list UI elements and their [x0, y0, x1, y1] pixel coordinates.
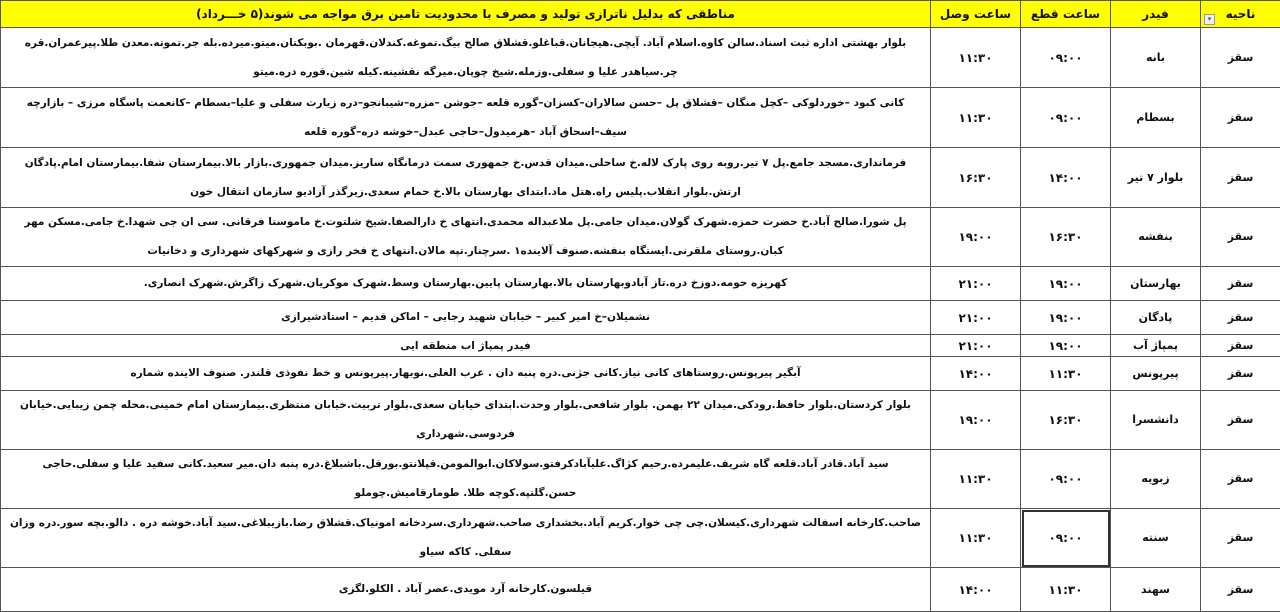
- cut-time-cell[interactable]: ۱۱:۳۰: [1021, 357, 1111, 391]
- feeder-cell[interactable]: سهند: [1111, 568, 1201, 612]
- areas-cell[interactable]: پل شورا.صالح آباد.خ حضرت حمزه.شهرک گولان.میدان جامی.پل ملاعبداله محمدی.انتهای خ دارالصفا.شیخ شلتوت.خ ماموستا فرقانی. سی ان جی شهدا.خ جامی.مسکن مهر کبان.روستای ملقرنی.ایستگاه بنفشه.صنوف آلاینده۱ .سرچنار.تپه مالان.انتهای خ فخر رازی و شهرکهای شهرداری و دخانیات: [1, 208, 931, 267]
- connect-time-cell[interactable]: ۱۶:۳۰: [931, 148, 1021, 208]
- cut-time-cell[interactable]: ۱۹:۰۰: [1021, 335, 1111, 357]
- areas-cell[interactable]: فرمانداری.مسجد جامع.پل ۷ تیر.روبه روی پارک لاله.خ ساحلی.میدان قدس.خ جمهوری سمت درمانگاه ساریز.میدان جمهوری.بازار بالا.بیمارستان شفا.بیمارستان امام.پادگان ارتش.بلوار انقلاب.پلیس راه.هتل ماد.ابتدای بهارستان بالا.خ حمام سعدی.زیرگذر آزادیو سازمان انتقال خون: [1, 148, 931, 208]
- areas-cell[interactable]: کهریزه حومه.دوزخ دره.تاز آبادوبهارستان بالا.بهارستان پایین.بهارستان وسط.شهرک موکریان.شهرک زاگرش.شهرک انصاری.: [1, 267, 931, 301]
- header-areas: مناطقی که بدلیل ناترازی تولید و مصرف با محدودیت تامین برق مواجه می شوند(۵ خـــرداد): [1, 1, 931, 28]
- region-cell[interactable]: سقز: [1201, 450, 1280, 509]
- region-cell[interactable]: سقز: [1201, 509, 1280, 568]
- feeder-cell[interactable]: دانشسرا: [1111, 391, 1201, 450]
- header-row: [1, 1, 1280, 28]
- cut-time-cell[interactable]: ۰۹:۰۰: [1021, 28, 1111, 88]
- connect-time-cell[interactable]: ۲۱:۰۰: [931, 267, 1021, 301]
- table-row: [1, 267, 1280, 301]
- filter-dropdown-icon[interactable]: ▾: [1204, 14, 1215, 25]
- table-row: [1, 301, 1280, 335]
- table-row: [1, 509, 1280, 568]
- connect-time-cell[interactable]: ۲۱:۰۰: [931, 301, 1021, 335]
- connect-time-cell[interactable]: ۱۴:۰۰: [931, 568, 1021, 612]
- cut-time-cell[interactable]: ۱۶:۳۰: [1021, 208, 1111, 267]
- areas-cell[interactable]: بلوار بهشتی اداره ثبت اسناد.سالن کاوه.اسلام آباد. آیچی.هیجانان.قباغلو.قشلاق صالح بیگ.تموغه.کندلان.قهرمان .بوبکتان.میتو.میرده.بله جر.تموته.معدن طلا.پیرعمران.قره چر.سیاهدر علیا و سفلی.وزمله.شیخ چوپان.میرگه نقشینه.کیله شین.قوره دره.میتو: [1, 28, 931, 88]
- connect-time-cell[interactable]: ۲۱:۰۰: [931, 335, 1021, 357]
- table-row: [1, 357, 1280, 391]
- region-cell[interactable]: سقز: [1201, 568, 1280, 612]
- connect-time-cell[interactable]: ۱۱:۳۰: [931, 88, 1021, 148]
- feeder-cell[interactable]: پادگان: [1111, 301, 1201, 335]
- table-row: [1, 28, 1280, 88]
- cut-time-cell[interactable]: ۱۹:۰۰: [1021, 267, 1111, 301]
- feeder-cell[interactable]: زبویه: [1111, 450, 1201, 509]
- region-cell[interactable]: سقز: [1201, 148, 1280, 208]
- region-cell[interactable]: سقز: [1201, 208, 1280, 267]
- header-feeder: فیدر: [1111, 1, 1201, 28]
- table-row: [1, 391, 1280, 450]
- areas-cell[interactable]: آبگیر پیرپونس.روستاهای کانی نیاز.کانی جژنی.دره پنبه دان . عرب الغلی.نوبهار.پیرپونس و خط نفوذی قلندر. صنوف الاینده شماره: [1, 357, 931, 391]
- region-cell[interactable]: سقز: [1201, 391, 1280, 450]
- areas-cell[interactable]: کانی کبود –خوردلوکی –کچل منگان –قشلاق پل –حسن سالاران–کسزان–گوره قلعه –جوشن –مزره–شیبانجو–دره زیارت سفلی و علیا–بسطام –کانعمت پاسگاه مرزی – بازارچه سیف–اسحاق آباد –هرمیدول–حاجی عبدل–خوشه دره–گوره قلعه: [1, 88, 931, 148]
- region-cell[interactable]: سقز: [1201, 267, 1280, 301]
- cut-time-cell[interactable]: ۰۹:۰۰: [1021, 88, 1111, 148]
- header-connect-time: ساعت وصل: [931, 1, 1021, 28]
- connect-time-cell[interactable]: ۱۹:۰۰: [931, 391, 1021, 450]
- cut-time-cell-selected[interactable]: ۰۹:۰۰: [1021, 509, 1111, 568]
- connect-time-cell[interactable]: ۱۴:۰۰: [931, 357, 1021, 391]
- table-row: [1, 88, 1280, 148]
- feeder-cell[interactable]: سنته: [1111, 509, 1201, 568]
- areas-cell[interactable]: صاحب.کارخانه اسفالت شهرداری.کیسلان.چی چی خوار.کریم آباد.بخشداری صاحب.شهرداری.سردخانه امونیاک.قشلاق رضا.بازیبلاغی.سید آباد.خوشه دره . دالو.بچه سور.دره وزان سفلی. کاکه سیاو: [1, 509, 931, 568]
- header-cut-time: ساعت قطع: [1021, 1, 1111, 28]
- feeder-cell[interactable]: پمپاژ آب: [1111, 335, 1201, 357]
- areas-cell[interactable]: قیلسون.کارخانه آرد مویدی.عصر آباد . الکلو.لگزی: [1, 568, 931, 612]
- region-cell[interactable]: سقز: [1201, 335, 1280, 357]
- connect-time-cell[interactable]: ۱۹:۰۰: [931, 208, 1021, 267]
- region-cell[interactable]: سقز: [1201, 28, 1280, 88]
- feeder-cell[interactable]: پیرپونس: [1111, 357, 1201, 391]
- region-cell[interactable]: سقز: [1201, 357, 1280, 391]
- areas-cell[interactable]: فیدر پمپاژ اب منطقه ایی: [1, 335, 931, 357]
- cut-time-cell[interactable]: ۱۹:۰۰: [1021, 301, 1111, 335]
- header-region[interactable]: ناحیه ▾: [1201, 1, 1280, 28]
- areas-cell[interactable]: نشمیلان–خ امیر کبیر – خیابان شهید رجایی – اماکن قدیم – استادشیرازی: [1, 301, 931, 335]
- areas-cell[interactable]: سید آباد.قادر آباد.قلعه گاه شریف.علیمرده.رحیم کژاگ.علیآبادکرفتو.سولاکان.ابوالمومن.قپلانتو.بورقل.باشبلاغ.دره پنبه دان.میر سعید.کانی سفید علیا و سفلی.حاجی حسن.گلتپه.کوچه طلا. طومارقامیش.چوملو: [1, 450, 931, 509]
- connect-time-cell[interactable]: ۱۱:۳۰: [931, 509, 1021, 568]
- feeder-cell[interactable]: بنفشه: [1111, 208, 1201, 267]
- connect-time-cell[interactable]: ۱۱:۳۰: [931, 450, 1021, 509]
- table-row: [1, 335, 1280, 357]
- cut-time-cell[interactable]: ۰۹:۰۰: [1021, 450, 1111, 509]
- feeder-cell[interactable]: بلوار ۷ تیر: [1111, 148, 1201, 208]
- table-row: [1, 568, 1280, 612]
- region-cell[interactable]: سقز: [1201, 88, 1280, 148]
- table-row: [1, 148, 1280, 208]
- connect-time-cell[interactable]: ۱۱:۳۰: [931, 28, 1021, 88]
- cut-time-cell[interactable]: ۱۴:۰۰: [1021, 148, 1111, 208]
- cut-time-cell[interactable]: ۱۱:۳۰: [1021, 568, 1111, 612]
- areas-cell[interactable]: بلوار کردستان.بلوار حافظ.رودکی.میدان ۲۲ بهمن. بلوار شافعی.بلوار وحدت.ابتدای خیابان سعدی.بلوار تربیت.خیابان منتظری.بیمارستان امام خمینی.محله چمن زیبایی.خیابان فردوسی.شهرداری: [1, 391, 931, 450]
- cut-time-cell[interactable]: ۱۶:۳۰: [1021, 391, 1111, 450]
- table-row: [1, 208, 1280, 267]
- feeder-cell[interactable]: بسطام: [1111, 88, 1201, 148]
- table-row: [1, 450, 1280, 509]
- feeder-cell[interactable]: بانه: [1111, 28, 1201, 88]
- region-cell[interactable]: سقز: [1201, 301, 1280, 335]
- feeder-cell[interactable]: بهارستان: [1111, 267, 1201, 301]
